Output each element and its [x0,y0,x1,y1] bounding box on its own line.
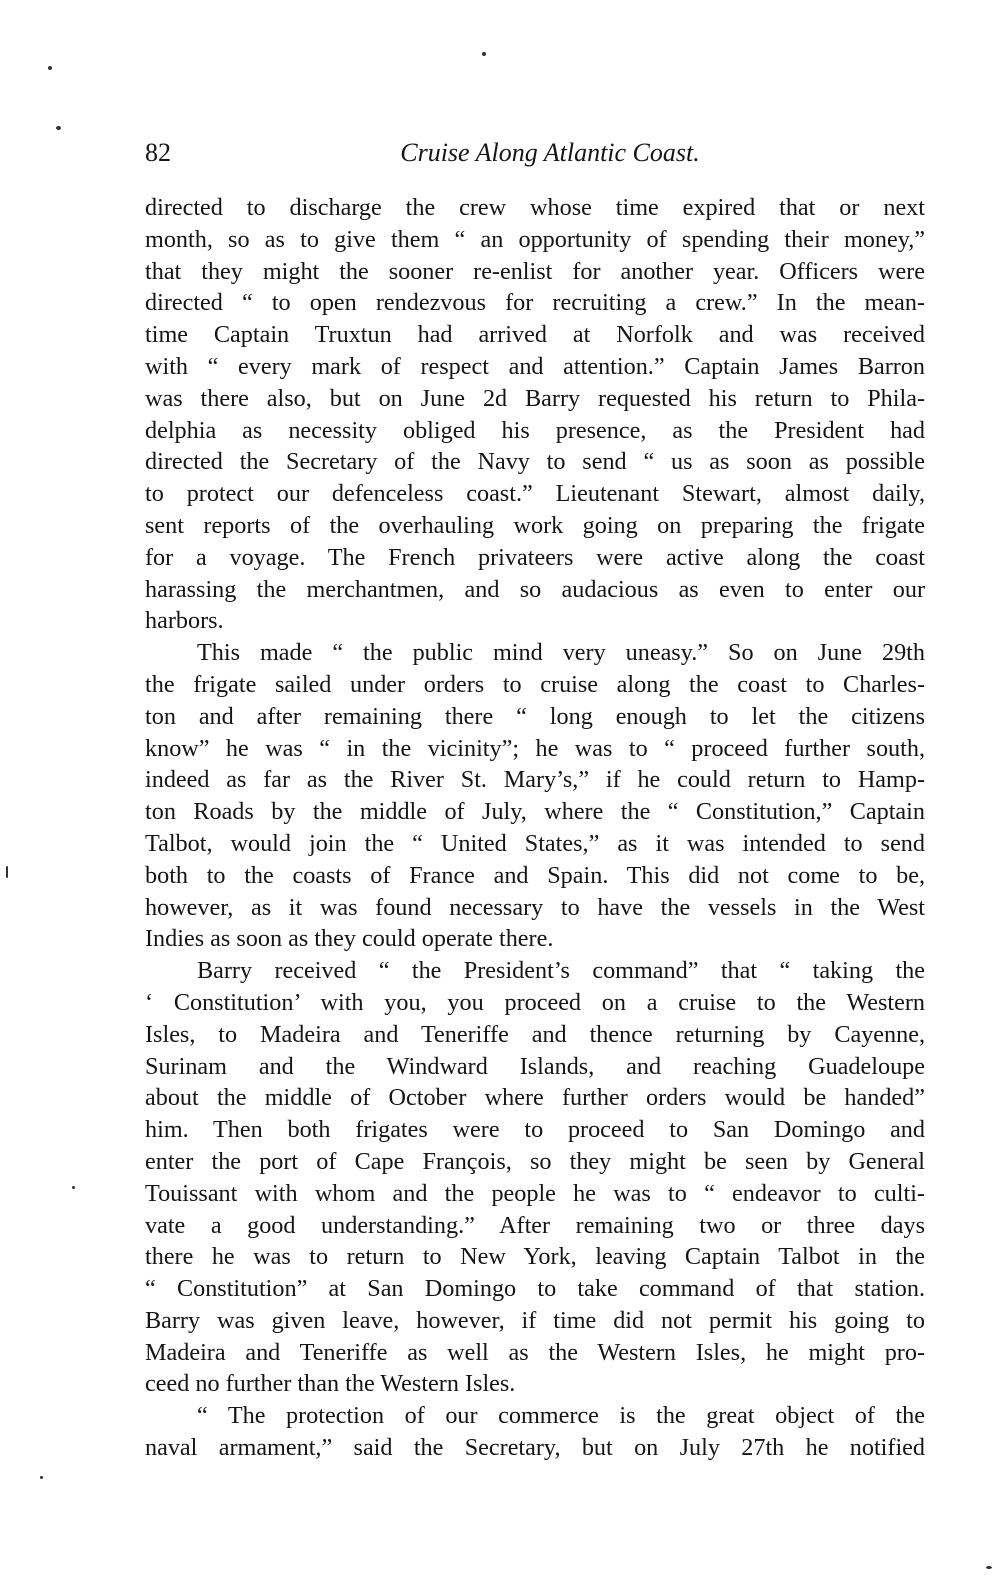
text-line: vate a good understanding.” After remaining two or three days [145,1211,925,1239]
text-line: ‘ Constitution’ with you, you proceed on a cruise to the Western [145,988,925,1016]
scan-speck [6,866,8,878]
text-line: ton and after remaining there “ long enough to let the citizens [145,702,925,730]
text-line: enter the port of Cape François, so they might be seen by General [145,1147,925,1175]
page-body [145,192,925,1464]
text-line: This made “ the public mind very uneasy.” So on June 29th [197,639,925,667]
scan-speck [482,52,486,56]
text-line: naval armament,” said the Secretary, but on July 27th he notified [145,1434,925,1462]
text-line: however, as it was found necessary to have the vessels in the West [145,893,925,921]
scan-speck [986,1566,992,1569]
text-line: Talbot, would join the “ United States,” as it was intended to send [145,829,925,857]
text-line: Touissant with whom and the people he was to “ endeavor to culti- [145,1179,925,1207]
text-line: ton Roads by the middle of July, where the “ Constitution,” Captain [145,798,925,826]
text-line: with “ every mark of respect and attention.” Captain James Barron [145,352,925,380]
text-line: both to the coasts of France and Spain. This did not come to be, [145,861,925,889]
text-line: that they might the sooner re-enlist for another year. Officers were [145,257,925,285]
text-line: delphia as necessity obliged his presence, as the President had [145,416,925,444]
text-line: for a voyage. The French privateers were active along the coast [145,543,925,571]
scan-speck [40,1476,43,1479]
text-line: Barry was given leave, however, if time did not permit his going to [145,1306,925,1334]
text-line: Surinam and the Windward Islands, and reaching Guadeloupe [145,1052,925,1080]
scan-speck [48,66,52,70]
text-line: “ The protection of our commerce is the great object of the [197,1402,925,1430]
text-line: harbors. [145,607,224,635]
text-line: directed to discharge the crew whose time expired that or next [145,194,925,221]
text-line: “ Constitution” at San Domingo to take command of that station. [145,1275,925,1303]
text-line: about the middle of October where further orders would be handed” [145,1084,925,1112]
text-line: indeed as far as the River St. Mary’s,” if he could return to Hamp- [145,766,925,794]
text-line: the frigate sailed under orders to cruise along the coast to Charles- [145,670,925,698]
text-line: know” he was “ in the vicinity”; he was to “ proceed further south, [145,734,925,762]
text-line: there he was to return to New York, leaving Captain Talbot in the [145,1243,925,1271]
text-line: him. Then both frigates were to proceed to San Domingo and [145,1116,925,1144]
text-line: Barry received “ the President’s command” that “ taking the [197,957,925,985]
text-line: Madeira and Teneriffe as well as the Western Isles, he might pro- [145,1338,925,1366]
running-title: Cruise Along Atlantic Coast. [400,138,700,167]
page-number: 82 [145,138,171,167]
text-line: was there also, but on June 2d Barry requested his return to Phila- [145,384,925,412]
scan-speck [72,1186,75,1189]
text-line: Isles, to Madeira and Teneriffe and thence returning by Cayenne, [145,1020,925,1048]
text-line: to protect our defenceless coast.” Lieutenant Stewart, almost daily, [145,480,925,508]
text-line: ceed no further than the Western Isles. [145,1370,516,1398]
text-line: month, so as to give them “ an opportunity of spending their money,” [145,225,925,253]
scan-speck [56,126,61,130]
text-line: directed the Secretary of the Navy to send “ us as soon as possible [145,448,925,476]
text-line: time Captain Truxtun had arrived at Norfolk and was received [145,321,925,349]
text-line: sent reports of the overhauling work going on preparing the frigate [145,511,925,539]
text-line: harassing the merchantmen, and so audacious as even to enter our [145,575,925,603]
page-header [145,133,925,173]
text-line: directed “ to open rendezvous for recruiting a crew.” In the mean- [145,289,925,317]
text-line: Indies as soon as they could operate there. [145,925,554,953]
